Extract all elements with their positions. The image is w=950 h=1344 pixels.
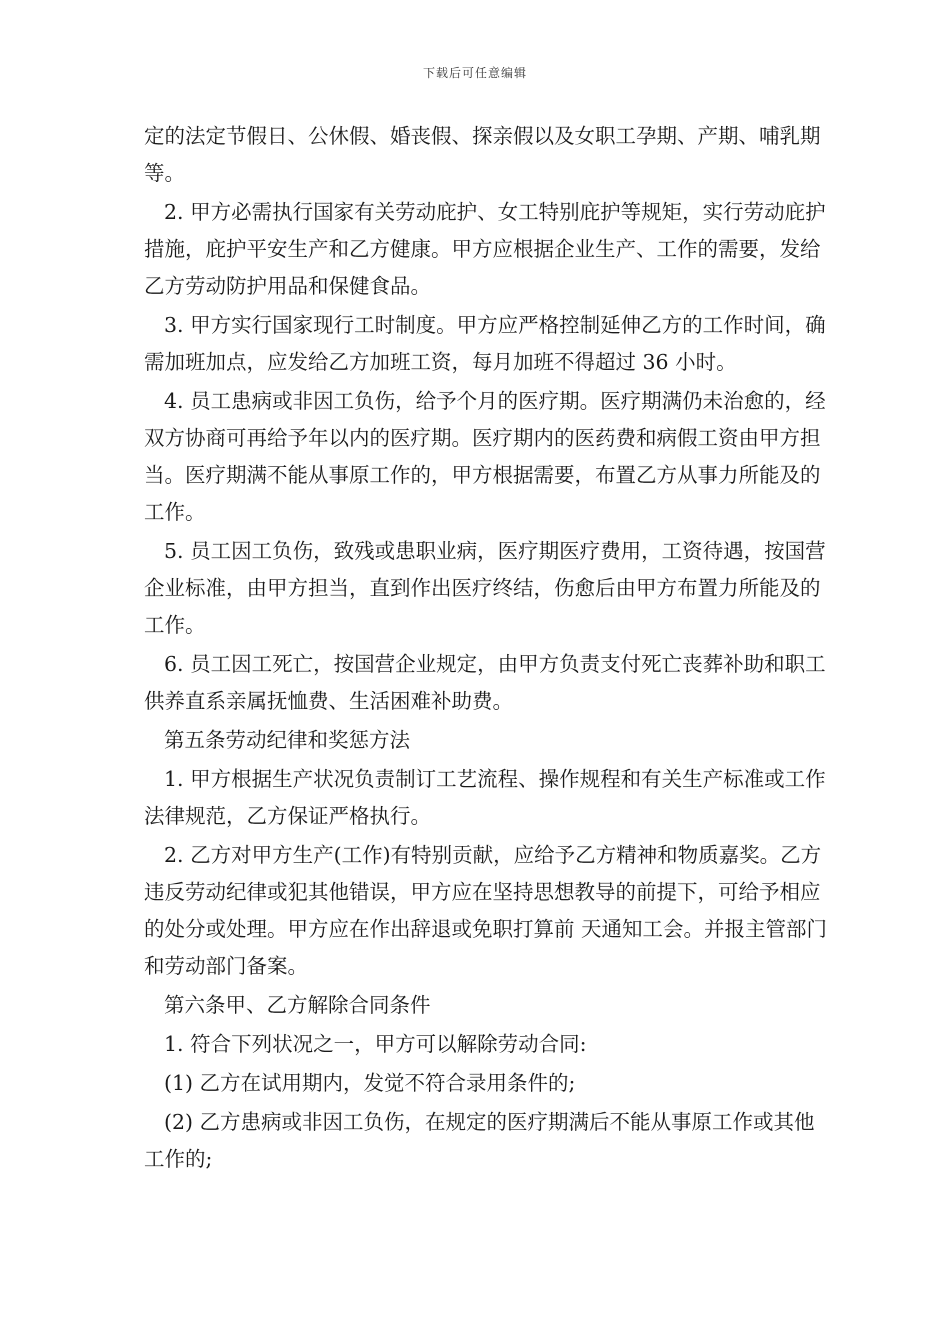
paragraph-article-5-item-2: 2. 乙方对甲方生产(工作)有特别贡献，应给予乙方精神和物质嘉奖。乙方违反劳动纪律或犯其他错误，甲方应在坚持思想教导的前提下，可给予相应的处分或处理。甲方应在作出辞退或免职打算前 天通知工会。并报主管部门和劳动部门备案。	[144, 843, 828, 978]
paragraph-item-2: 2. 甲方必需执行国家有关劳动庇护、女工特别庇护等规矩，实行劳动庇护措施，庇护平安生产和乙方健康。甲方应根据企业生产、工作的需要，发给乙方劳动防护用品和保健食品。	[144, 200, 826, 298]
paragraph-item-3: 3. 甲方实行国家现行工时制度。甲方应严格控制延伸乙方的工作时间，确需加班加点，应发给乙方加班工资，每月加班不得超过 36 小时。	[144, 313, 826, 374]
page-header: 下载后可任意编辑	[422, 66, 527, 80]
paragraph-item-4: 4. 员工患病或非因工负伤，给予个月的医疗期。医疗期满仍未治愈的，经双方协商可再给予年以内的医疗期。医疗期内的医药费和病假工资由甲方担当。医疗期满不能从事原工作的，甲方根据需要，布置乙方从事力所能及的工作。	[144, 389, 826, 524]
paragraph-article-5-item-1: 1. 甲方根据生产状况负责制订工艺流程、操作规程和有关生产标准或工作法律规范，乙方保证严格执行。	[144, 767, 826, 828]
paragraph-item-5: 5. 员工因工负伤，致残或患职业病，医疗期医疗费用，工资待遇，按国营企业标准，由甲方担当，直到作出医疗终结，伤愈后由甲方布置力所能及的工作。	[144, 539, 826, 637]
document-body	[144, 118, 829, 1180]
paragraph-item-6: 6. 员工因工死亡，按国营企业规定，由甲方负责支付死亡丧葬补助和职工供养直系亲属抚恤费、生活困难补助费。	[144, 652, 826, 713]
section-heading-article-6: 第六条甲、乙方解除合同条件	[164, 993, 431, 1017]
paragraph-subitem-1: (1) 乙方在试用期内，发觉不符合录用条件的;	[164, 1071, 576, 1095]
paragraph-subitem-2: (2) 乙方患病或非因工负伤，在规定的医疗期满后不能从事原工作或其他工作的;	[144, 1110, 815, 1171]
paragraph-article-6-item-1: 1. 符合下列状况之一，甲方可以解除劳动合同:	[164, 1032, 587, 1056]
section-heading-article-5: 第五条劳动纪律和奖惩方法	[164, 728, 410, 752]
paragraph-continuation: 定的法定节假日、公休假、婚丧假、探亲假以及女职工孕期、产期、哺乳期等。	[144, 124, 821, 185]
